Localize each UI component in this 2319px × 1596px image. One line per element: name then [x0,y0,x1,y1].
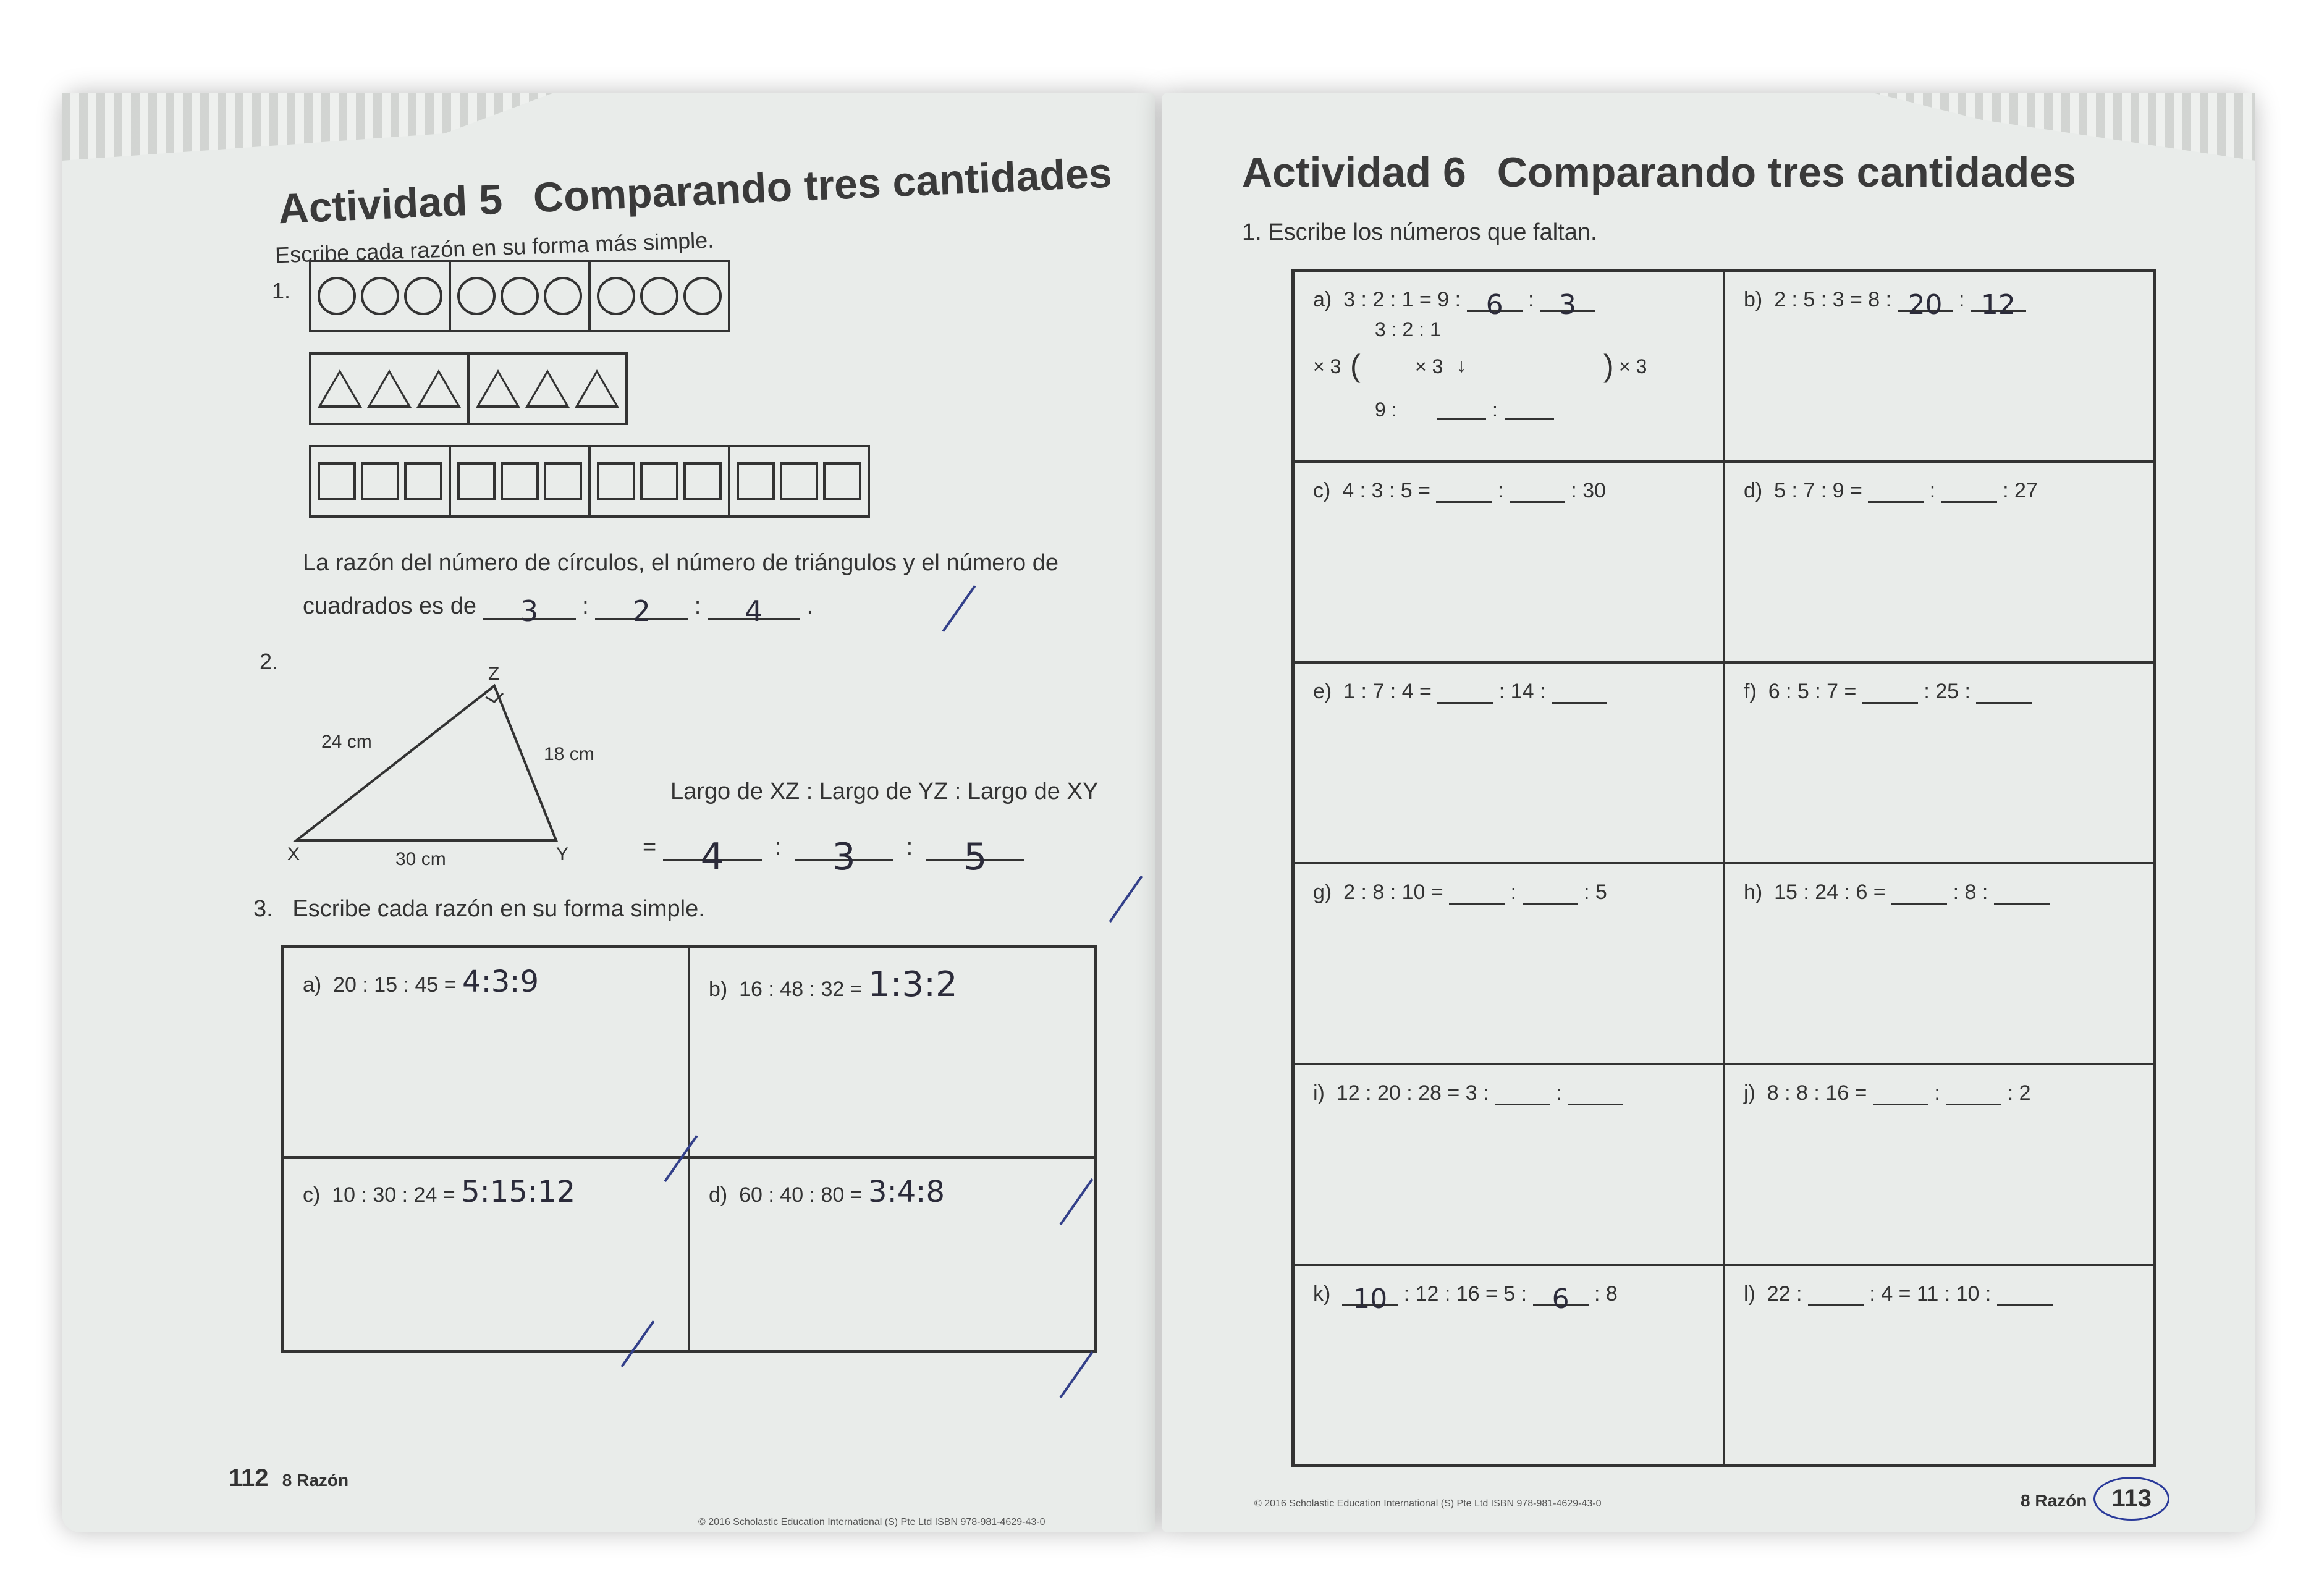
item-expression: 60 : 40 : 80 = [739,1183,863,1207]
square-group [591,447,730,515]
side-label: 18 cm [544,744,594,764]
item-label: k) [1313,1282,1331,1306]
item-expression: 5 : 7 : 9 = [1774,479,1862,503]
square-shape [683,462,722,500]
example-blank [1437,399,1486,420]
item-label: f) [1744,680,1757,704]
handwritten-answer: 5 [963,835,987,879]
square-shape [737,462,775,500]
item-expression: : 5 [1584,880,1607,905]
item-f[interactable] [1724,662,2155,863]
triangle-shape [318,369,362,408]
circle-shape [640,277,678,315]
triangle-shape [416,369,461,408]
triangle-shape [367,369,412,408]
square-group [730,447,868,515]
item-k[interactable] [1293,1265,1725,1466]
circle-group [311,262,451,330]
item-expression: : 27 [2003,479,2038,503]
answer-blank[interactable] [1971,289,2026,321]
item-expression: : [1929,479,1936,503]
square-shape [823,462,861,500]
check-mark [1060,1351,1094,1398]
square-group [311,447,451,515]
item-label: a) [1313,288,1332,311]
handwritten-answer: 1:3:2 [868,965,958,1005]
multiplier-label: × 3 [1619,355,1647,378]
item-label: g) [1313,880,1332,905]
item-c[interactable] [1293,462,1725,662]
handwritten-answer: 20 [1907,289,1943,321]
item-expression: 10 : 30 : 24 = [332,1183,455,1207]
answer-blank[interactable] [1533,1283,1589,1315]
triangle-shape [525,369,570,408]
q3-cell-c[interactable] [283,1157,690,1352]
item-e[interactable] [1293,662,1725,863]
answer-blank[interactable] [1467,289,1523,321]
page-header-stripes [62,93,1155,161]
answer-blank[interactable] [1449,882,1505,905]
circle-group [451,262,591,330]
item-expression: : 14 : [1498,680,1546,704]
item-expression: : [1934,1081,1940,1105]
activity-title [1242,148,2076,196]
instruction: 1. Escribe los números que faltan. [1242,219,1597,245]
square-group [451,447,591,515]
circle-shape [361,277,399,315]
item-expression: : 25 : [1924,680,1971,704]
check-mark [942,585,976,632]
check-mark [1109,876,1143,923]
circles-box [309,260,730,332]
answer-blank[interactable] [1540,289,1595,321]
vertex-label: X [287,844,300,864]
item-expression: : [1959,288,1965,311]
q3-cell-d[interactable] [689,1157,1096,1352]
item-label: e) [1313,680,1332,704]
square-shape [780,462,818,500]
item-label: c) [1313,479,1331,503]
copyright-text: © 2016 Scholastic Education International (S) Pte Ltd ISBN 978-981-4629-43-0 [1254,1498,1602,1509]
activity-number: Actividad 6 [1242,149,1466,196]
answer-blank[interactable] [1994,882,2050,905]
answer-blank[interactable] [1495,1083,1550,1105]
vertex-label: Y [556,844,569,864]
answer-blank[interactable] [1873,1083,1928,1105]
answer-blank[interactable] [1510,480,1565,503]
answer-blank[interactable] [926,835,1024,879]
missing-numbers-grid [1291,269,2156,1467]
triangle-shape [575,369,619,408]
page-footer [229,1464,348,1492]
square-shape [640,462,678,500]
item-expression: : [1497,479,1504,503]
q3-cell-b[interactable] [689,947,1096,1157]
item-expression: 3 : 2 : 1 = 9 : [1343,288,1461,311]
item-label: b) [709,977,728,1001]
item-expression: 22 : [1767,1282,1802,1306]
item-expression: : [1556,1081,1562,1105]
answer-blank[interactable] [1941,480,1997,503]
squares-box [309,445,870,518]
chapter-label: 8 Razón [282,1471,349,1490]
item-expression: : 8 [1594,1282,1618,1306]
triangle-group [311,355,470,423]
item-label: d) [709,1183,728,1207]
handwritten-answer: 5:15:12 [461,1174,576,1209]
item-a[interactable] [1293,271,1725,462]
activity-title [277,149,1113,234]
left-page [62,93,1155,1532]
circle-shape [544,277,582,315]
chapter-label: 8 Razón [2021,1491,2087,1510]
equals-sign: = [643,834,657,860]
triangle-group [470,355,625,423]
circle-group [591,262,728,330]
item-expression: : [1510,880,1517,905]
q3-cell-a[interactable] [283,947,690,1157]
handwritten-answer: 12 [1980,289,2016,321]
triangle-figure [284,661,686,884]
question-number: 3. [253,896,273,922]
activity-heading: Comparando tres cantidades [1497,149,2076,196]
item-expression: : 8 : [1953,880,1988,905]
question-number: 2. [260,649,279,674]
item-label: j) [1744,1081,1755,1105]
circle-shape [597,277,635,315]
q1-sentence-end: cuadrados es de 3 : 2 : 4 . [303,593,814,628]
item-label: b) [1744,288,1763,311]
handwritten-answer: 2 [632,594,651,628]
answer-blank[interactable] [483,594,576,628]
item-label: h) [1744,880,1763,905]
handwritten-answer: 4 [745,594,763,628]
q3-answer-grid [281,945,1097,1353]
square-shape [457,462,496,500]
answer-blank[interactable] [1891,882,1947,905]
side-label: 30 cm [395,849,446,869]
item-expression: : 2 [2007,1081,2031,1105]
item-expression: 16 : 48 : 32 = [739,977,863,1001]
handwritten-answer: 3 [520,594,539,628]
bracket-arrow-icon: ) [1603,348,1614,383]
item-expression: 15 : 24 : 6 = [1774,880,1886,905]
item-expression: 6 : 5 : 7 = [1768,680,1857,704]
handwritten-answer: 3 [1558,289,1576,321]
item-expression: : 4 = 11 : 10 : [1869,1282,1992,1306]
item-expression: 8 : 8 : 16 = [1767,1081,1867,1105]
example-ratio: 3 : 2 : 1 [1375,318,1441,340]
answer-blank[interactable] [1436,480,1492,503]
square-shape [361,462,399,500]
q1-sentence-text: cuadrados es de [303,593,476,619]
question-number: 1. [272,278,291,303]
answer-blank[interactable] [1437,681,1493,704]
activity-heading: Comparando tres cantidades [532,149,1113,222]
square-shape [544,462,582,500]
item-expression: 2 : 5 : 3 = 8 : [1774,288,1892,311]
multiplier-label: × 3 [1415,355,1443,378]
item-label: i) [1313,1081,1325,1105]
handwritten-answer: 6 [1485,289,1503,321]
triangle-xyz [297,686,556,840]
q2-answer-line: = 4 : 3 : 5 [643,834,1024,861]
item-d[interactable] [1724,462,2155,662]
multiplier-label: × 3 [1313,355,1341,378]
q2-prompt: Largo de XZ : Largo de YZ : Largo de XY [670,779,1099,804]
item-label: c) [303,1183,321,1207]
item-j[interactable] [1724,1064,2155,1265]
square-shape [318,462,356,500]
item-expression: : 30 [1571,479,1606,503]
answer-blank[interactable] [1898,289,1953,321]
circle-shape [457,277,496,315]
right-page [1162,93,2255,1532]
item-h[interactable] [1724,863,2155,1064]
square-shape [501,462,539,500]
example-blank [1505,399,1554,420]
handwritten-answer: 6 [1552,1283,1569,1315]
handwritten-answer: 3:4:8 [868,1174,945,1209]
worked-example [1313,318,1704,423]
page-footer [2021,1477,2169,1521]
triangles-box [309,352,628,425]
circle-shape [404,277,442,315]
item-expression: 2 : 8 : 10 = [1343,880,1443,905]
item-g[interactable] [1293,863,1725,1064]
handwritten-answer: 4 [700,835,724,879]
answer-blank[interactable] [1946,1083,2001,1105]
item-l[interactable] [1724,1265,2155,1466]
square-shape [597,462,635,500]
answer-blank[interactable] [1976,681,2032,704]
item-expression: 1 : 7 : 4 = [1343,680,1432,704]
page-number: 112 [229,1464,269,1492]
square-shape [404,462,442,500]
item-label: d) [1744,479,1763,503]
answer-blank[interactable] [1997,1283,2053,1306]
example-ratio: 9 : [1375,399,1397,421]
copyright-text: © 2016 Scholastic Education International (S) Pte Ltd ISBN 978-981-4629-43-0 [698,1517,1045,1527]
circle-shape [318,277,356,315]
item-expression: 4 : 3 : 5 = [1342,479,1430,503]
side-label: 24 cm [321,732,372,752]
instruction: Escribe cada razón en su forma más simple. [274,227,714,268]
answer-blank[interactable] [1342,1283,1398,1315]
handwritten-answer: 4:3:9 [462,965,539,999]
handwritten-answer: 10 [1353,1283,1388,1315]
circle-shape [683,277,722,315]
answer-blank[interactable] [1808,1283,1864,1306]
vertex-label: Z [488,664,500,684]
item-i[interactable] [1293,1064,1725,1265]
item-label: a) [303,973,322,997]
bracket-arrow-icon: ( [1350,348,1361,383]
example-colon: : [1492,399,1498,421]
answer-blank[interactable] [1568,1083,1623,1105]
activity-number: Actividad 5 [277,175,504,233]
answer-blank[interactable] [1523,882,1578,905]
answer-blank[interactable] [663,835,762,879]
down-arrow-icon: ↓ [1456,354,1466,376]
item-expression: : 12 : 16 = 5 : [1403,1282,1527,1306]
answer-blank[interactable] [1862,681,1918,704]
item-expression: : [1528,288,1534,311]
item-expression: 20 : 15 : 45 = [333,973,457,997]
page-number: 113 [2093,1477,2169,1521]
triangle-shape [476,369,520,408]
answer-blank[interactable] [595,594,688,628]
q3-header [253,896,705,923]
item-b[interactable] [1724,271,2155,462]
handwritten-answer: 3 [832,835,856,879]
circle-shape [501,277,539,315]
item-label: l) [1744,1282,1755,1306]
answer-blank[interactable] [1868,480,1924,503]
q1-sentence: La razón del número de círculos, el número de triángulos y el número de [303,550,1059,576]
answer-blank[interactable] [795,835,893,879]
item-expression: 12 : 20 : 28 = 3 : [1336,1081,1489,1105]
answer-blank[interactable] [708,594,800,628]
answer-blank[interactable] [1552,681,1607,704]
q3-instruction: Escribe cada razón en su forma simple. [292,896,705,922]
